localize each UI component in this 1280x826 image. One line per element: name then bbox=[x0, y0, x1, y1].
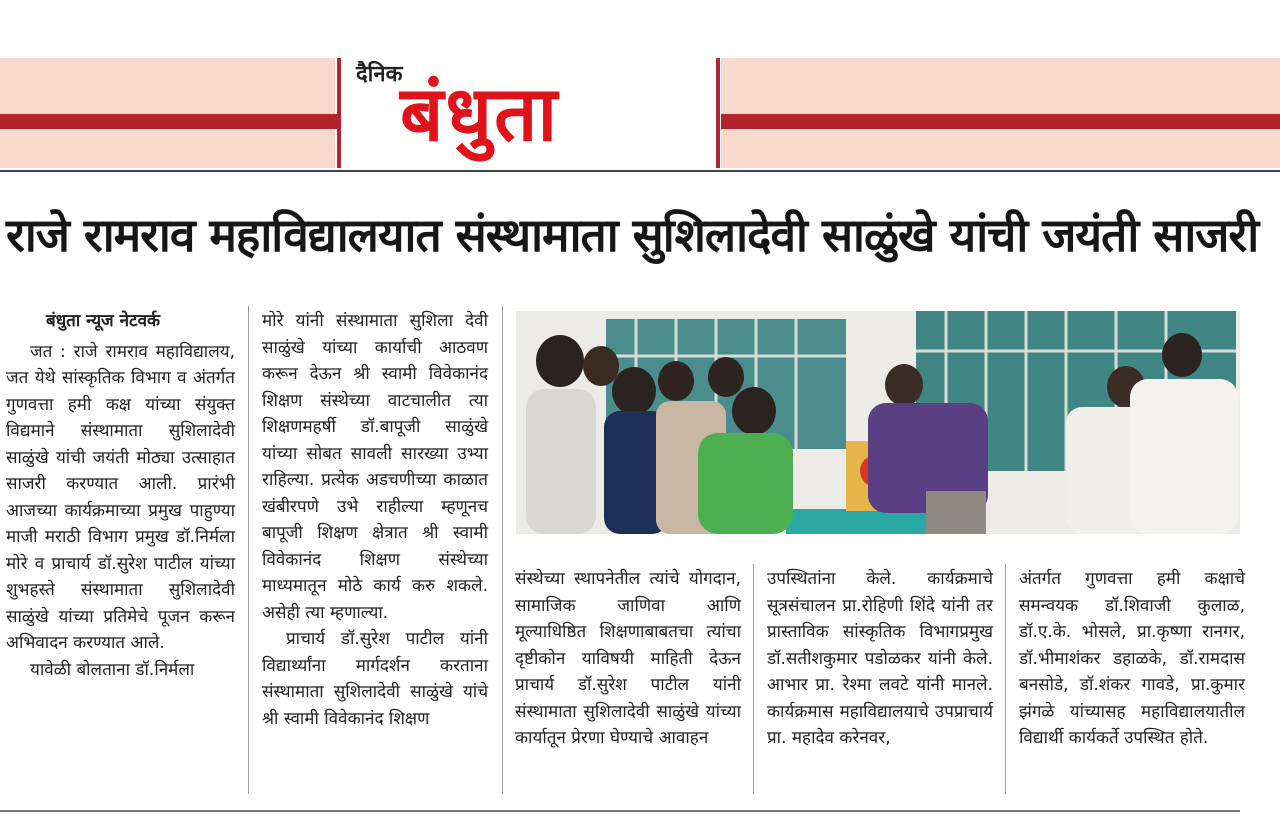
article-headline: राजे रामराव महाविद्यालयात संस्थामाता सुशिलादेवी साळुंखे यांची जयंती साजरी bbox=[6, 208, 1259, 262]
column-1-paragraph-1: जत : राजे रामराव महाविद्यालय, जत येथे सांस्कृतिक विभाग व अंतर्गत गुणवत्ता हमी कक्ष यांच्या संयुक्त विद्यमाने संस्थामाता सुशिलादेवी साळुंखे यांची जयंती मोठ्या उत्साहात साजरी करण्यात आली. प्रारंभी आजच्या कार्यक्रमाच्या प्रमुख पाहुण्या माजी मराठी विभाग प्रमुख डॉ.निर्मला मोरे व प्राचार्य डॉ.सुरेश पाटील यांच्या शुभहस्ते संस्थामाता सुशिलादेवी साळुंखे यांच्या प्रतिमेचे पूजन करून अभिवादन करण्यात आले. bbox=[6, 341, 235, 653]
masthead-band-right bbox=[721, 58, 1280, 168]
event-photo bbox=[516, 311, 1240, 534]
column-divider-2 bbox=[502, 306, 503, 794]
masthead-divider-left bbox=[337, 58, 341, 168]
masthead-daily-label: दैनिक bbox=[356, 62, 403, 87]
column-3-paragraph: संस्थेच्या स्थापनेतील त्यांचे योगदान, सामाजिक जाणिवा आणि मूल्याधिष्ठित शिक्षणाबाबतचा त्यांचा दृष्टीकोन याविषयी माहिती देऊन प्राचार्य डॉ.सुरेश पाटील यांनी संस्थामाता सुशिलादेवी साळुंखे यांच्या कार्यातून प्रेरणा घेण्याचे आवाहन bbox=[515, 569, 741, 748]
masthead-band-left bbox=[0, 58, 335, 168]
masthead-stripe-left bbox=[0, 114, 338, 129]
page-bottom-rule bbox=[0, 810, 1240, 812]
masthead-stripe-right bbox=[721, 114, 1280, 129]
masthead-title: बंधुता bbox=[400, 69, 560, 158]
article-column-5 bbox=[1019, 566, 1245, 752]
column-4-paragraph: उपस्थितांना केले. कार्यक्रमाचे सूत्रसंचालन प्रा.रोहिणी शिंदे यांनी तर प्रास्ताविक सांस्कृतिक विभागप्रमुख डॉ.सतीशकुमार पडोळकर यांनी केले. आभार प्रा. रेश्मा लवटे यांनी मानले. कार्यक्रमास महाविद्यालयाचे उपप्राचार्य प्रा. महादेव करेनवर, bbox=[767, 569, 993, 748]
article-column-4 bbox=[767, 566, 993, 752]
masthead-divider-right bbox=[716, 58, 720, 168]
column-5-paragraph: अंतर्गत गुणवत्ता हमी कक्षाचे समन्वयक डॉ.शिवाजी कुलाळ, डॉ.ए.के. भोसले, प्रा.कृष्णा रानगर, डॉ.भीमाशंकर डहाळके, डॉ.रामदास बनसोडे, डॉ.शंकर गावडे, प्रा.कुमार झंगळे यांच्यासह महाविद्यालयातील विद्यार्थी कार्यकर्ते उपस्थित होते. bbox=[1019, 569, 1245, 748]
article-column-2 bbox=[262, 308, 488, 732]
column-divider-4 bbox=[1005, 564, 1006, 794]
column-2-paragraph-2: प्राचार्य डॉ.सुरेश पाटील यांनी विद्यार्थ्यांना मार्गदर्शन करताना संस्थामाता सुशिलादेवी साळुंखे यांचे श्री स्वामी विवेकानंद शिक्षण bbox=[262, 629, 488, 729]
column-divider-3 bbox=[753, 564, 754, 794]
column-1-paragraph-2: यावेळी बोलताना डॉ.निर्मला bbox=[30, 659, 195, 680]
column-2-paragraph-1: मोरे यांनी संस्थामाता सुशिला देवी साळुंखे यांच्या कार्याची आठवण करून देऊन श्री स्वामी विवेकानंद शिक्षण संस्थेच्या वाटचालीत त्या शिक्षणमहर्षी डॉ.बापूजी साळुंखे यांच्या सोबत सावली सारख्या उभ्या राहिल्या. प्रत्येक अडचणीच्या काळात खंबीरपणे उभे राहील्या म्हणूनच बापूजी शिक्षण क्षेत्रात श्री स्वामी विवेकानंद शिक्षण संस्थेच्या माध्यमातून मोठे कार्य करु शकले. असेही त्या म्हणाल्या. bbox=[262, 311, 488, 623]
masthead-rule bbox=[0, 170, 1280, 172]
column-divider-1 bbox=[248, 306, 249, 794]
article-byline: बंधुता न्यूज नेटवर्क bbox=[46, 311, 161, 331]
article-column-1 bbox=[6, 308, 235, 683]
article-column-3 bbox=[515, 566, 741, 752]
